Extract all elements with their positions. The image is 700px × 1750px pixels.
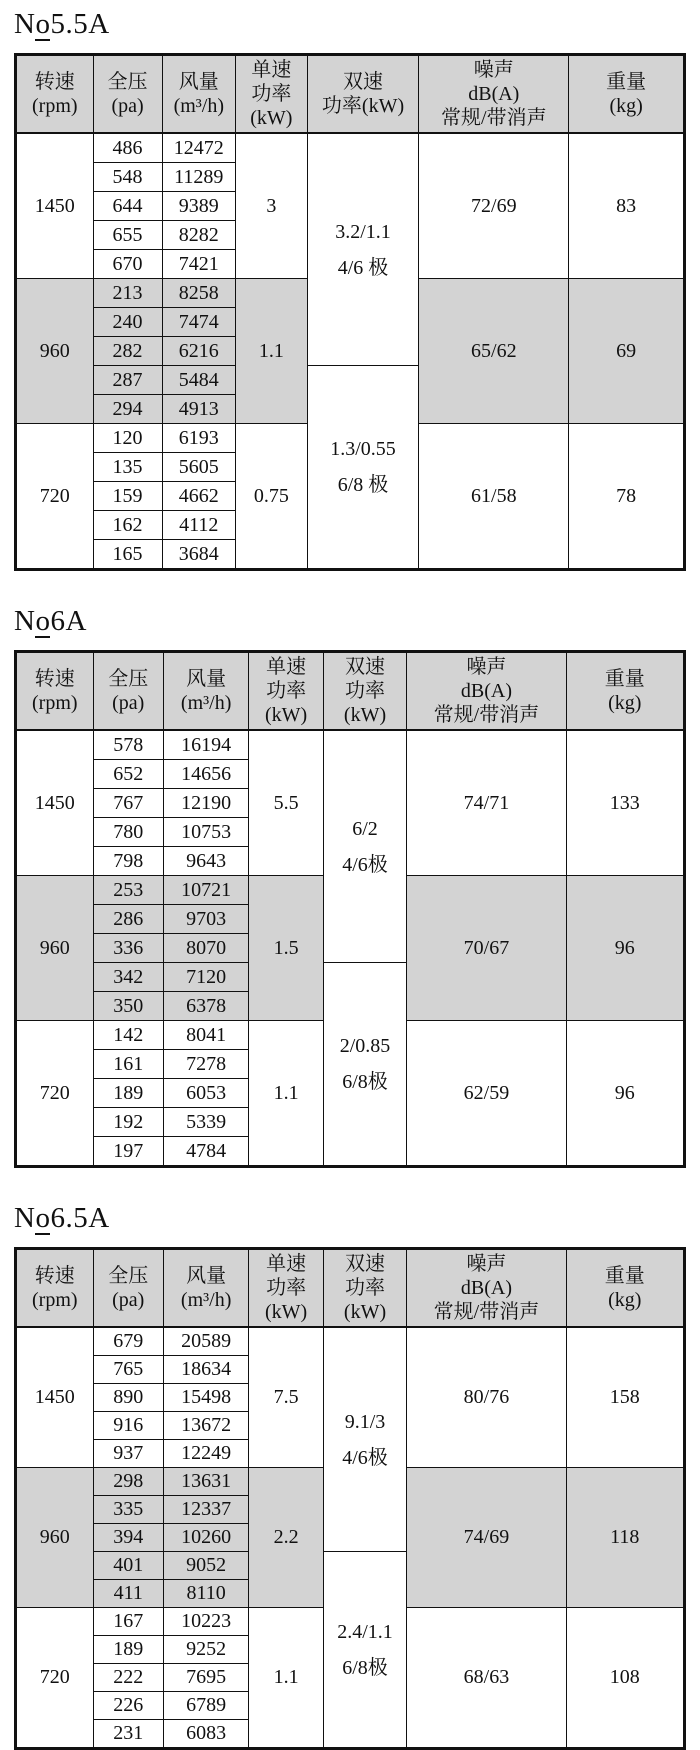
- cell-pressure: 937: [93, 1440, 163, 1468]
- cell-pressure: 192: [93, 1108, 163, 1137]
- cell-dual-power: [307, 133, 419, 366]
- dual-power-line: 6/8极: [342, 1656, 388, 1679]
- cell-weight: 158: [566, 1327, 684, 1468]
- title-no-o: o: [35, 1202, 51, 1234]
- cell-single-power: 0.75: [236, 424, 308, 570]
- header-line: dB(A): [460, 1277, 512, 1299]
- cell-volume: 6053: [163, 1079, 249, 1108]
- cell-volume: 6378: [163, 992, 249, 1021]
- cell-volume: 14656: [163, 760, 249, 789]
- table-title-no5-5a: [14, 8, 686, 41]
- table-row: [16, 1327, 685, 1356]
- table-header: [16, 55, 685, 134]
- header-line: 全压: [107, 71, 148, 93]
- table-block-no6a: [14, 605, 686, 1168]
- cell-volume: 5605: [162, 453, 236, 482]
- col-header-volume: [162, 55, 236, 134]
- header-line: 双速: [345, 656, 386, 678]
- spec-table-no6-5a: [14, 1247, 686, 1750]
- cell-volume: 7695: [163, 1664, 249, 1692]
- cell-volume: 10260: [163, 1524, 249, 1552]
- cell-pressure: 240: [93, 308, 162, 337]
- cell-dual-power: [323, 1327, 407, 1552]
- cell-weight: 133: [566, 730, 684, 876]
- cell-single-power: 3: [236, 133, 308, 279]
- cell-volume: 8282: [162, 221, 236, 250]
- title-prefix: N: [14, 1202, 36, 1234]
- col-header-dual-power: [323, 1249, 407, 1328]
- cell-pressure: 342: [93, 963, 163, 992]
- cell-volume: 10223: [163, 1608, 249, 1636]
- spec-table-no6a: [14, 650, 686, 1168]
- header-line: 双速: [343, 71, 384, 93]
- cell-volume: 12249: [163, 1440, 249, 1468]
- cell-rpm: 1450: [16, 133, 94, 279]
- cell-pressure: 765: [93, 1356, 163, 1384]
- dual-power-line: 4/6极: [342, 1446, 388, 1469]
- table-body: [16, 1327, 685, 1749]
- col-header-rpm: [16, 55, 94, 134]
- header-line: (kW): [343, 1301, 387, 1323]
- table-row: [16, 133, 685, 163]
- cell-pressure: 167: [93, 1608, 163, 1636]
- cell-volume: 18634: [163, 1356, 249, 1384]
- cell-pressure: 135: [93, 453, 162, 482]
- dual-power-line: 6/8极: [342, 1071, 388, 1093]
- col-header-single-power: [236, 55, 308, 134]
- header-line: (kg): [609, 95, 643, 117]
- header-line: 重量: [604, 1265, 645, 1287]
- cell-single-power: 2.2: [249, 1468, 323, 1608]
- header-row: [16, 55, 685, 134]
- cell-pressure: 197: [93, 1137, 163, 1167]
- cell-volume: 6789: [163, 1692, 249, 1720]
- col-header-pressure: [93, 1249, 163, 1328]
- cell-rpm: 1450: [16, 1327, 94, 1468]
- header-row: [16, 1249, 685, 1328]
- table-header: [16, 652, 685, 731]
- col-header-single-power: [249, 652, 323, 731]
- col-header-weight: [566, 1249, 684, 1328]
- cell-volume: 20589: [163, 1327, 249, 1356]
- table-title-no6-5a: [14, 1202, 686, 1235]
- header-line: 噪声: [466, 1253, 507, 1275]
- cell-volume: 15498: [163, 1384, 249, 1412]
- cell-volume: 8041: [163, 1021, 249, 1050]
- cell-volume: 6216: [162, 337, 236, 366]
- cell-volume: 8110: [163, 1580, 249, 1608]
- cell-rpm: 960: [16, 279, 94, 424]
- cell-pressure: 655: [93, 221, 162, 250]
- header-line: 单速: [266, 1253, 307, 1275]
- cell-noise: 68/63: [407, 1608, 566, 1749]
- cell-pressure: 780: [93, 818, 163, 847]
- dual-power-line: 6/2: [352, 817, 378, 840]
- cell-pressure: 298: [93, 1468, 163, 1496]
- cell-dual-power: [323, 1552, 407, 1749]
- cell-noise: 80/76: [407, 1327, 566, 1468]
- header-line: 重量: [606, 71, 647, 93]
- cell-volume: 12337: [163, 1496, 249, 1524]
- header-line: (kg): [608, 1289, 642, 1311]
- col-header-weight: [569, 55, 685, 134]
- header-line: 转速: [34, 71, 75, 93]
- cell-pressure: 890: [93, 1384, 163, 1412]
- col-header-rpm: [16, 1249, 94, 1328]
- cell-noise: 74/69: [407, 1468, 566, 1608]
- spec-tables-container: [14, 8, 686, 1750]
- col-header-noise: [419, 55, 569, 134]
- title-no-o: o: [35, 605, 51, 637]
- header-line: 单速: [251, 59, 292, 81]
- header-line: 重量: [604, 668, 645, 690]
- cell-volume: 10753: [163, 818, 249, 847]
- cell-pressure: 335: [93, 1496, 163, 1524]
- col-header-weight: [566, 652, 684, 731]
- header-line: (kW): [264, 1301, 308, 1323]
- header-line: 风量: [186, 1265, 227, 1287]
- cell-pressure: 189: [93, 1636, 163, 1664]
- cell-pressure: 282: [93, 337, 162, 366]
- header-line: (rpm): [32, 1289, 78, 1311]
- cell-volume: 5484: [162, 366, 236, 395]
- header-line: 双速: [345, 1253, 386, 1275]
- cell-pressure: 679: [93, 1327, 163, 1356]
- cell-pressure: 767: [93, 789, 163, 818]
- cell-rpm: 960: [16, 1468, 94, 1608]
- cell-dual-power: [323, 730, 407, 963]
- cell-pressure: 644: [93, 192, 162, 221]
- cell-volume: 13672: [163, 1412, 249, 1440]
- header-row: [16, 652, 685, 731]
- header-line: 功率(kW): [321, 95, 405, 117]
- cell-weight: 108: [566, 1608, 684, 1749]
- cell-volume: 4913: [162, 395, 236, 424]
- col-header-dual-power: [307, 55, 419, 134]
- table-body: [16, 133, 685, 570]
- cell-volume: 8070: [163, 934, 249, 963]
- title-model: 6A: [50, 605, 87, 637]
- col-header-volume: [163, 652, 249, 731]
- table-block-no6-5a: [14, 1202, 686, 1750]
- cell-pressure: 916: [93, 1412, 163, 1440]
- cell-pressure: 159: [93, 482, 162, 511]
- header-line: (kW): [343, 704, 387, 726]
- col-header-noise: [407, 1249, 566, 1328]
- dual-power-line: 2/0.85: [339, 1035, 391, 1057]
- cell-rpm: 720: [16, 424, 94, 570]
- cell-volume: 9643: [163, 847, 249, 876]
- cell-volume: 12190: [163, 789, 249, 818]
- cell-volume: 9252: [163, 1636, 249, 1664]
- header-line: 功率: [266, 1277, 307, 1299]
- header-line: 噪声: [466, 656, 507, 678]
- cell-pressure: 411: [93, 1580, 163, 1608]
- cell-volume: 9703: [163, 905, 249, 934]
- header-line: (rpm): [32, 692, 78, 714]
- cell-single-power: 1.1: [249, 1021, 323, 1167]
- header-line: (m³/h): [180, 1289, 232, 1311]
- cell-pressure: 578: [93, 730, 163, 760]
- header-line: (kW): [250, 107, 293, 129]
- cell-pressure: 287: [93, 366, 162, 395]
- cell-noise: 62/59: [407, 1021, 566, 1167]
- title-no-o: o: [35, 8, 51, 40]
- cell-pressure: 165: [93, 540, 162, 570]
- cell-volume: 4784: [163, 1137, 249, 1167]
- cell-pressure: 336: [93, 934, 163, 963]
- cell-dual-power: [323, 963, 407, 1167]
- header-line: 功率: [266, 680, 307, 702]
- cell-pressure: 162: [93, 511, 162, 540]
- header-line: 功率: [251, 83, 292, 105]
- col-header-dual-power: [323, 652, 407, 731]
- header-line: 转速: [34, 668, 75, 690]
- header-line: 常规/带消声: [433, 1301, 540, 1323]
- header-line: 单速: [266, 656, 307, 678]
- header-line: 风量: [186, 668, 227, 690]
- col-header-noise: [407, 652, 566, 731]
- cell-pressure: 401: [93, 1552, 163, 1580]
- cell-volume: 4112: [162, 511, 236, 540]
- cell-rpm: 720: [16, 1021, 94, 1167]
- cell-volume: 7120: [163, 963, 249, 992]
- title-model: 5.5A: [50, 8, 110, 40]
- table-row: [16, 730, 685, 760]
- cell-pressure: 120: [93, 424, 162, 453]
- cell-volume: 6083: [163, 1720, 249, 1749]
- cell-pressure: 142: [93, 1021, 163, 1050]
- cell-single-power: 1.1: [249, 1608, 323, 1749]
- col-header-volume: [163, 1249, 249, 1328]
- dual-power-line: 9.1/3: [344, 1410, 386, 1433]
- cell-volume: 11289: [162, 163, 236, 192]
- header-line: (pa): [112, 692, 145, 714]
- cell-volume: 9389: [162, 192, 236, 221]
- cell-noise: 61/58: [419, 424, 569, 570]
- cell-rpm: 960: [16, 876, 94, 1021]
- cell-pressure: 231: [93, 1720, 163, 1749]
- cell-weight: 78: [569, 424, 685, 570]
- cell-pressure: 350: [93, 992, 163, 1021]
- cell-single-power: 1.1: [236, 279, 308, 424]
- cell-pressure: 253: [93, 876, 163, 905]
- header-line: (kg): [608, 692, 642, 714]
- cell-rpm: 1450: [16, 730, 94, 876]
- cell-volume: 13631: [163, 1468, 249, 1496]
- cell-noise: 74/71: [407, 730, 566, 876]
- cell-pressure: 286: [93, 905, 163, 934]
- header-line: (pa): [112, 1289, 145, 1311]
- table-title-no6a: [14, 605, 686, 638]
- cell-weight: 96: [566, 876, 684, 1021]
- cell-pressure: 670: [93, 250, 162, 279]
- cell-volume: 4662: [162, 482, 236, 511]
- cell-noise: 70/67: [407, 876, 566, 1021]
- col-header-single-power: [249, 1249, 323, 1328]
- cell-volume: 5339: [163, 1108, 249, 1137]
- header-line: dB(A): [468, 83, 520, 105]
- cell-single-power: 7.5: [249, 1327, 323, 1468]
- header-line: (pa): [111, 95, 144, 117]
- cell-weight: 96: [566, 1021, 684, 1167]
- cell-pressure: 798: [93, 847, 163, 876]
- cell-weight: 118: [566, 1468, 684, 1608]
- cell-dual-power: [307, 366, 419, 570]
- header-line: 全压: [108, 1265, 149, 1287]
- col-header-rpm: [16, 652, 94, 731]
- cell-volume: 8258: [162, 279, 236, 308]
- header-line: 功率: [345, 1277, 386, 1299]
- cell-volume: 9052: [163, 1552, 249, 1580]
- dual-power-line: 4/6 极: [337, 256, 389, 279]
- cell-volume: 10721: [163, 876, 249, 905]
- title-prefix: N: [14, 8, 36, 40]
- cell-rpm: 720: [16, 1608, 94, 1749]
- cell-pressure: 294: [93, 395, 162, 424]
- cell-pressure: 213: [93, 279, 162, 308]
- header-line: 功率: [345, 680, 386, 702]
- cell-pressure: 548: [93, 163, 162, 192]
- header-line: 常规/带消声: [433, 704, 540, 726]
- header-line: (m³/h): [173, 95, 224, 117]
- header-line: 噪声: [473, 59, 514, 81]
- col-header-pressure: [93, 652, 163, 731]
- dual-power-line: 6/8 极: [337, 474, 389, 496]
- cell-noise: 72/69: [419, 133, 569, 279]
- table-block-no5-5a: [14, 8, 686, 571]
- cell-weight: 69: [569, 279, 685, 424]
- dual-power-line: 4/6极: [342, 853, 388, 876]
- header-line: 风量: [178, 71, 219, 93]
- cell-pressure: 189: [93, 1079, 163, 1108]
- cell-single-power: 1.5: [249, 876, 323, 1021]
- cell-volume: 16194: [163, 730, 249, 760]
- cell-pressure: 226: [93, 1692, 163, 1720]
- cell-weight: 83: [569, 133, 685, 279]
- header-line: (kW): [264, 704, 308, 726]
- cell-noise: 65/62: [419, 279, 569, 424]
- cell-volume: 7278: [163, 1050, 249, 1079]
- header-line: (m³/h): [180, 692, 232, 714]
- cell-pressure: 222: [93, 1664, 163, 1692]
- header-line: 全压: [108, 668, 149, 690]
- cell-single-power: 5.5: [249, 730, 323, 876]
- header-line: 转速: [34, 1265, 75, 1287]
- dual-power-line: 1.3/0.55: [330, 438, 396, 460]
- header-line: 常规/带消声: [441, 107, 547, 129]
- cell-pressure: 652: [93, 760, 163, 789]
- cell-volume: 7421: [162, 250, 236, 279]
- cell-pressure: 486: [93, 133, 162, 163]
- header-line: (rpm): [32, 95, 78, 117]
- table-body: [16, 730, 685, 1167]
- header-line: dB(A): [460, 680, 512, 702]
- cell-volume: 7474: [162, 308, 236, 337]
- cell-volume: 3684: [162, 540, 236, 570]
- cell-volume: 12472: [162, 133, 236, 163]
- dual-power-line: 3.2/1.1: [335, 220, 391, 243]
- cell-pressure: 394: [93, 1524, 163, 1552]
- table-header: [16, 1249, 685, 1328]
- col-header-pressure: [93, 55, 162, 134]
- cell-pressure: 161: [93, 1050, 163, 1079]
- cell-volume: 6193: [162, 424, 236, 453]
- dual-power-line: 2.4/1.1: [337, 1620, 393, 1643]
- spec-table-no5-5a: [14, 53, 686, 571]
- title-model: 6.5A: [50, 1202, 110, 1234]
- title-prefix: N: [14, 605, 36, 637]
